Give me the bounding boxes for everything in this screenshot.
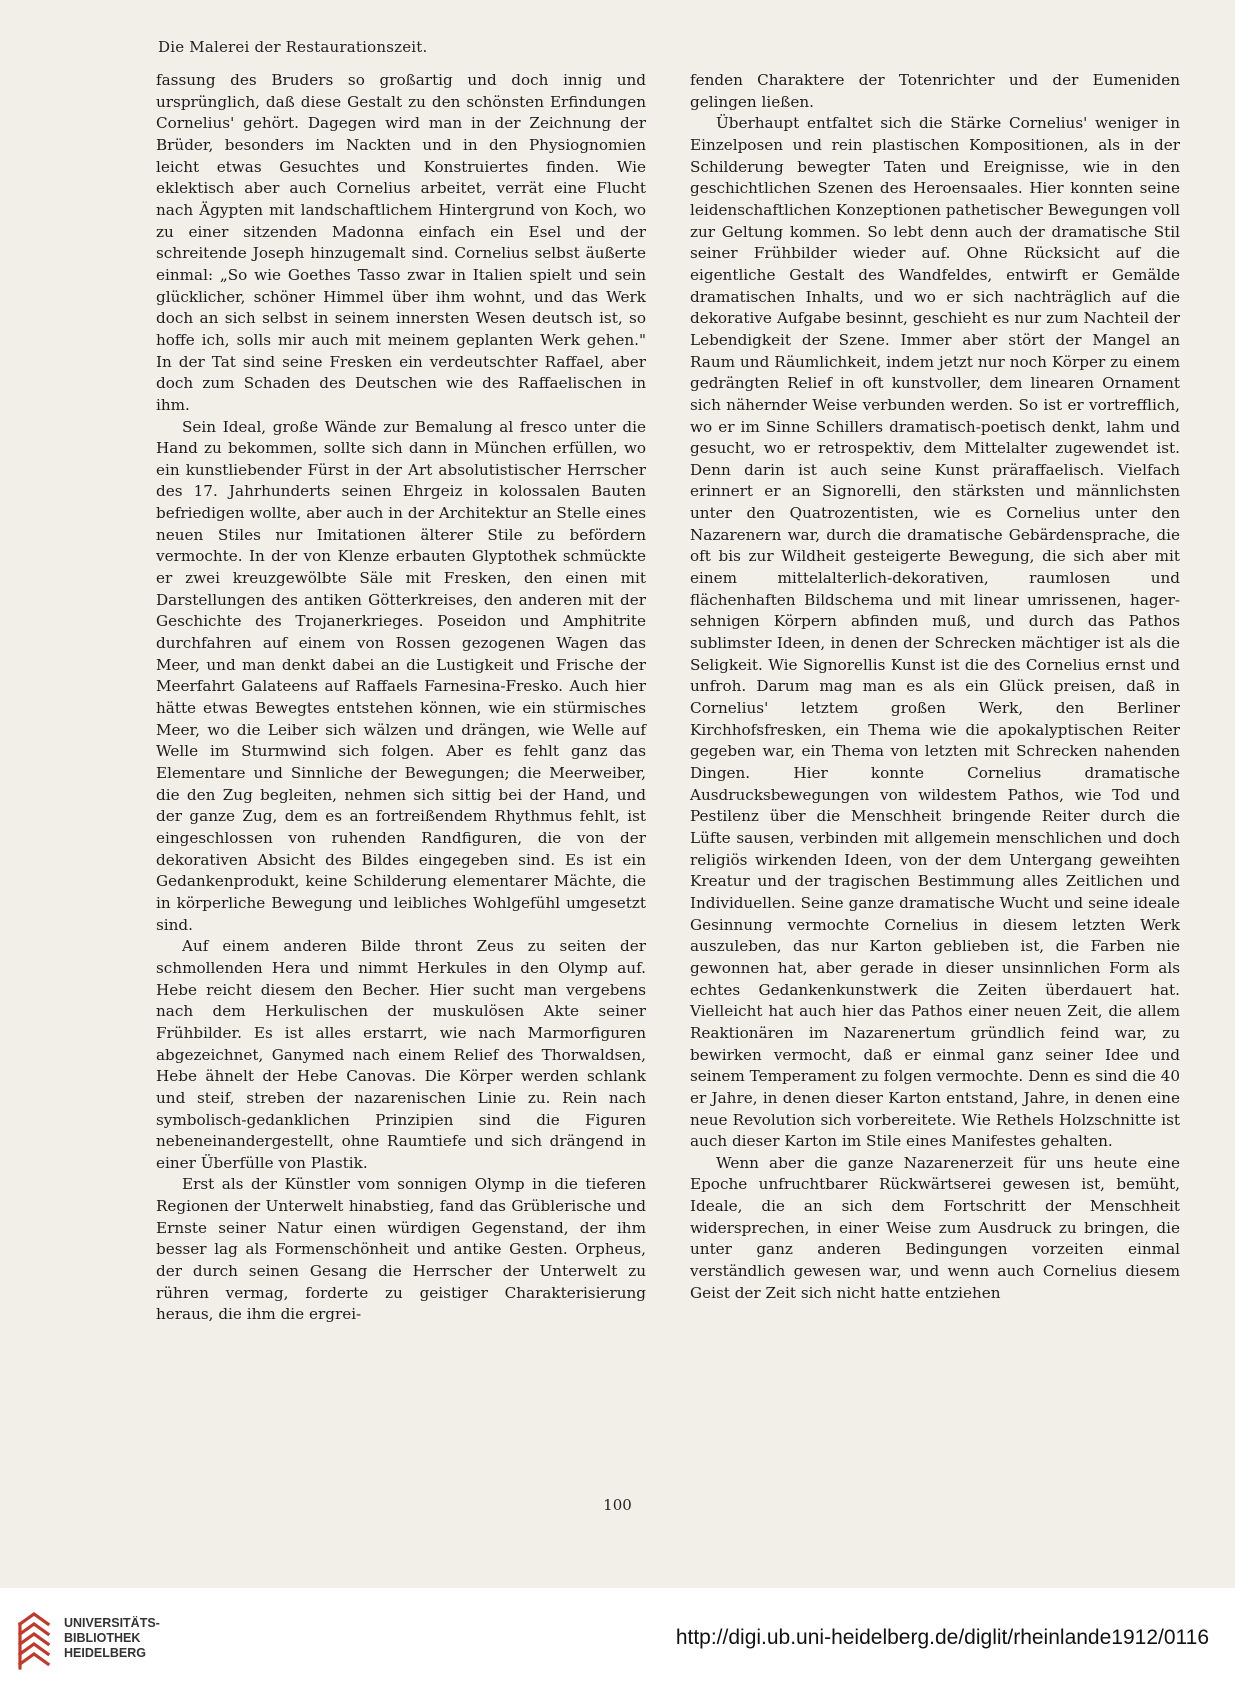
library-name-line-3: HEIDELBERG xyxy=(64,1646,146,1660)
right-column xyxy=(690,70,1180,1304)
running-head: Die Malerei der Restaurationszeit. xyxy=(158,38,428,56)
permalink-url[interactable]: http://digi.ub.uni-heidelberg.de/diglit/rheinlande1912/0116 xyxy=(675,1626,1209,1649)
library-name xyxy=(64,1616,160,1661)
right-paragraph-3: Wenn aber die ganze Nazarenerzeit für uns heute eine Epoche unfruchtbarer Rückwärtserei gewesen ist, bemüht, Ideale, die an sich dem Fortschritt der Menschheit widersprechen, in einer Weise zum Ausdruck zu bringen, die unter ganz anderen Bedingungen vorzeiten einmal verständlich gewesen war, und wenn auch Cornelius diesem Geist der Zeit sich nicht hatte entziehen xyxy=(690,1153,1180,1302)
library-name-line-2: BIBLIOTHEK xyxy=(64,1631,141,1645)
left-paragraph-2: Sein Ideal, große Wände zur Bemalung al fresco unter die Hand zu bekommen, sollte sich dann in München erfüllen, wo ein kunstliebender Fürst in der Art absolutistischer Herrscher des 17. Jahrhunderts seinen Ehrgeiz in kolossalen Bauten befriedigen wollte, aber auch in der Architektur an Stelle eines neuen Stiles nur Imitationen älterer Stile zu befördern vermochte. In der von Klenze erbauten Glyptothek schmückte er zwei kreuzgewölbte Säle mit Fresken, den einen mit Darstellungen des antiken Götterkreises, den anderen mit der Geschichte des Trojanerkrieges. Poseidon und Amphitrite durchfahren auf einem von Rossen gezogenen Wagen das Meer, und man denkt dabei an die Lustigkeit und Frische der Meerfahrt Galateens auf Raffaels Farnesina-Fresko. Auch hier hätte etwas Bewegtes entstehen können, wie ein stürmisches Meer, wo die Leiber sich wälzen und drängen, wie Welle auf Welle im Sturmwind sich folgen. Aber es fehlt ganz das Elementare und Sinnliche der Bewegungen; die Meerweiber, die den Zug begleiten, nehmen sich sittig bei der Hand, und der ganze Zug, dem es an fortreißendem Rhythmus fehlt, ist eingeschlossen von ruhenden Randfiguren, die von der dekorativen Absicht des Bildes eingegeben sind. Es ist ein Gedankenprodukt, keine Schilderung elementarer Mächte, die in körperliche Bewegung und leibliches Wohlgefühl umgesetzt sind. xyxy=(156,417,646,934)
library-logo-icon xyxy=(14,1610,54,1674)
left-paragraph-1: fassung des Bruders so großartig und doch innig und ursprünglich, daß diese Gestalt zu den schönsten Erfindungen Cornelius' gehört. Dagegen wird man in der Zeichnung der Brüder, besonders im Nackten und in den Physiognomien leicht etwas Gesuchtes und Konstruiertes finden. Wie eklektisch aber auch Cornelius arbeitet, verrät eine Flucht nach Ägypten mit landschaftlichem Hintergrund von Koch, wo zu einer sitzenden Madonna einfach ein Esel und der schreitende Joseph hinzugemalt sind. Cornelius selbst äußerte einmal: „So wie Goethes Tasso zwar in Italien spielt und sein glücklicher, schöner Himmel über ihm wohnt, und das Werk doch an sich selbst in seinem innersten Wesen deutsch ist, so hoffe ich, solls mir auch mit meinem geplanten Werk gehen." In der Tat sind seine Fresken ein verdeutschter Raffael, aber doch zum Schaden des Deutschen wie des Raffaelischen in ihm. xyxy=(156,71,646,414)
left-paragraph-3: Auf einem anderen Bilde thront Zeus zu seiten der schmollenden Hera und nimmt Herkules in den Olymp auf. Hebe reicht diesem den Becher. Hier sucht man vergebens nach dem Herkulischen der muskulösen Akte seiner Frühbilder. Es ist alles erstarrt, wie nach Marmorfiguren abgezeichnet, Ganymed nach einem Relief des Thorwaldsen, Hebe ähnelt der Hebe Canovas. Die Körper werden schlank und steif, streben der nazarenischen Linie zu. Rein nach symbolisch-gedanklichen Prinzipien sind die Figuren nebeneinandergestellt, ohne Raumtiefe und sich drängend in einer Überfülle von Plastik. xyxy=(156,937,646,1172)
page-number: 100 xyxy=(603,1496,632,1514)
left-column xyxy=(156,70,646,1326)
viewer-footer xyxy=(0,1588,1235,1698)
right-paragraph-1: fenden Charaktere der Totenrichter und der Eumeniden gelingen ließen. xyxy=(690,71,1180,111)
library-name-line-1: UNIVERSITÄTS- xyxy=(64,1616,160,1630)
left-paragraph-4: Erst als der Künstler vom sonnigen Olymp in die tieferen Regionen der Unterwelt hinabstieg, fand das Grüblerische und Ernste seiner Natur einen würdigen Gegenstand, der ihm besser lag als Formenschönheit und antike Gesten. Orpheus, der durch seinen Gesang die Herrscher der Unterwelt zu rühren vermag, forderte zu geistiger Charakterisierung heraus, die ihm die ergrei- xyxy=(156,1175,646,1324)
right-paragraph-2: Überhaupt entfaltet sich die Stärke Cornelius' weniger in Einzelposen und rein plastischen Kompositionen, als in der Schilderung bewegter Taten und Ereignisse, wie in den geschichtlichen Szenen des Heroensaales. Hier konnten seine leidenschaftlichen Konzeptionen pathetischer Bewegungen voll zur Geltung kommen. So lebt denn auch der dramatische Stil seiner Frühbilder wieder auf. Ohne Rücksicht auf die eigentliche Gestalt des Wandfeldes, entwirft er Gemälde dramatischen Inhalts, und wo er sich nachträglich auf die dekorative Aufgabe besinnt, geschieht es nur zum Nachteil der Lebendigkeit der Szene. Immer aber stört der Mangel an Raum und Räumlichkeit, indem jetzt nur noch Körper zu einem gedrängten Relief in oft kunstvoller, dem linearen Ornament sich nähernder Weise verbunden werden. So ist er vortrefflich, wo er im Sinne Schillers dramatisch-poetisch denkt, lahm und gesucht, wo er retrospektiv, dem Mittelalter zugewendet ist. Denn darin ist auch seine Kunst präraffaelisch. Vielfach erinnert er an Signorelli, den stärksten und männlichsten unter den Quatrozentisten, wie es Cornelius unter den Nazarenern war, durch die dramatische Gebärdensprache, die oft bis zur Wildheit gesteigerte Bewegung, die sich aber mit einem mittelalterlich-dekorativen, raumlosen und flächenhaften Bildschema und mit linear umrissenen, hager-sehnigen Körpern abfinden muß, und durch das Pathos sublimster Ideen, in denen der Schrecken mächtiger ist als die Seligkeit. Wie Signorellis Kunst ist die des Cornelius ernst und unfroh. Darum mag man es als ein Glück preisen, daß in Cornelius' letztem großen Werk, den Berliner Kirchhofsfresken, ein Thema wie die apokalyptischen Reiter gegeben war, ein Thema von letzten mit Schrecken nahenden Dingen. Hier konnte Cornelius dramatische Ausdrucksbewegungen von wildestem Pathos, wie Tod und Pestilenz über die Menschheit bringende Reiter durch die Lüfte sausen, verbinden mit allgemein menschlichen und doch religiös wirkenden Ideen, von der dem Untergang geweihten Kreatur und der tragischen Bestimmung alles Zeitlichen und Individuellen. Seine ganze dramatische Wucht und seine ideale Gesinnung vermochte Cornelius in diesem letzten Werk auszuleben, das nur Karton geblieben ist, die Farben nie gewonnen hat, aber gerade in dieser unsinnlichen Form als echtes Gedankenkunstwerk die Zeiten überdauert hat. Vielleicht hat auch hier das Pathos einer neuen Zeit, die allem Reaktionären im Nazarenertum gründlich feind war, zu bewirken vermocht, daß er einmal ganz seiner Idee und seinem Temperament zu folgen vermochte. Denn es sind die 40 er Jahre, in denen dieser Karton entstand, Jahre, in denen eine neue Revolution sich vorbereitete. Wie Rethels Holzschnitte ist auch dieser Karton im Stile eines Manifestes gehalten. xyxy=(690,114,1180,1151)
